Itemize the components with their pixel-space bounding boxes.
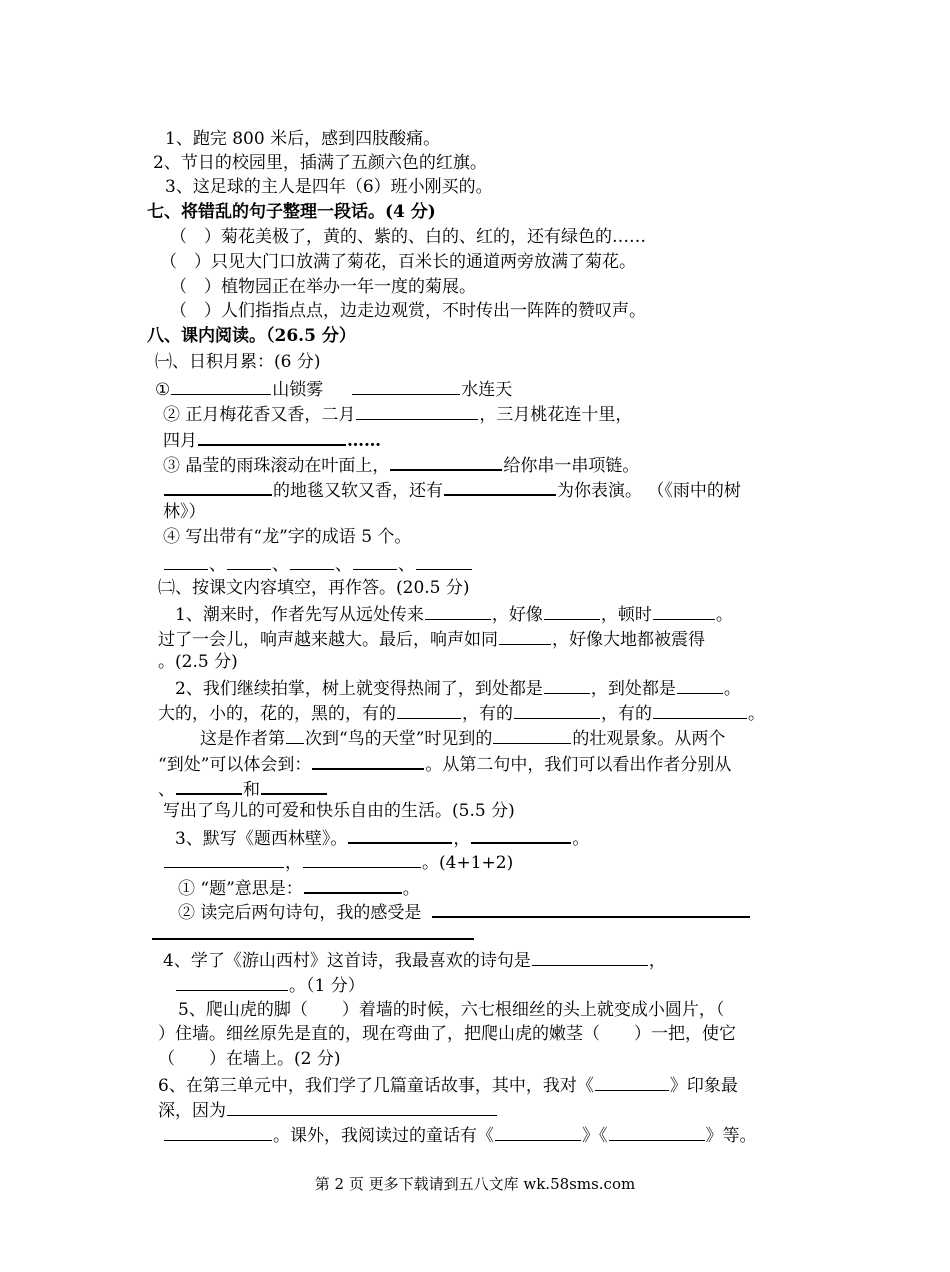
blank[interactable] <box>677 675 723 694</box>
p1-line-2: 过了一会儿，响声越来越大。最后，响声如同 ，好像大地都被震得 <box>158 626 705 652</box>
q1-line: ① 山锁雾 水连天 <box>155 376 512 402</box>
blank[interactable] <box>348 824 452 844</box>
blank[interactable] <box>432 898 750 918</box>
p2-line-3: 这是作者第 次到“鸟的天堂”时见到的 的壮观景象。从两个 <box>200 725 725 751</box>
blank[interactable] <box>176 775 242 795</box>
reorder-item-3: （ ）植物园正在举办一年一度的菊展。 <box>170 277 476 297</box>
blank[interactable] <box>444 476 556 496</box>
q3-line-1: ③ 晶莹的雨珠滚动在叶面上， 给你串一串项链。 <box>163 451 639 478</box>
sentence-item-2: 2、节日的校园里，插满了五颜六色的红旗。 <box>153 153 487 173</box>
blank[interactable] <box>312 750 424 770</box>
blank[interactable] <box>176 972 288 991</box>
p3-line-4: ② 读完后两句诗句，我的感受是 <box>178 898 751 925</box>
p5-line-1: 5、爬山虎的脚（ ）着墙的时候，六七根细丝的头上就变成小圆片，（ <box>178 1000 725 1020</box>
reorder-item-2: （ ）只见大门口放满了菊花，百米长的通道两旁放满了菊花。 <box>160 252 636 272</box>
p2-line-1: 2、我们继续拍掌，树上就变得热闹了，到处都是 ，到处都是 。 <box>175 675 741 701</box>
p6-line-2: 深，因为 <box>158 1097 498 1123</box>
section-7-title: 七、将错乱的句子整理一段话。(4 分) <box>147 202 436 222</box>
blank[interactable] <box>198 426 346 446</box>
blank[interactable] <box>303 849 421 868</box>
blank[interactable] <box>352 376 460 395</box>
q2-line-1: ② 正月梅花香又香，二月 ，三月桃花连十里， <box>163 401 632 427</box>
section-8-title: 八、课内阅读。（26.5 分） <box>147 326 356 346</box>
p2-line-6: 写出了鸟儿的可爱和快乐自由的生活。(5.5 分) <box>163 801 515 821</box>
blank[interactable] <box>397 700 461 719</box>
p6-line-3: 。课外，我阅读过的童话有《 》《 》等。 <box>163 1122 757 1148</box>
blank[interactable] <box>390 451 502 471</box>
blank[interactable] <box>544 675 590 694</box>
blank[interactable] <box>499 626 551 645</box>
p3-line-1: 3、默写《题西林壁》。 ， 。 <box>175 824 589 851</box>
p5-line-3: （ ）在墙上。(2 分) <box>158 1049 341 1069</box>
blank[interactable] <box>514 700 600 719</box>
q4-line: ④ 写出带有“龙”字的成语 5 个。 <box>163 527 412 547</box>
p3-line-3: ① “题”意思是： 。 <box>178 874 420 901</box>
page-footer: 第 2 页 更多下载请到五八文库 wk.58sms.com <box>314 1175 636 1193</box>
blank[interactable] <box>532 947 648 966</box>
blank[interactable] <box>416 551 472 570</box>
p6-line-1: 6、在第三单元中，我们学了几篇童话故事，其中，我对《 》印象最 <box>158 1072 738 1098</box>
part-2-title: ㈡、按课文内容填空，再作答。(20.5 分) <box>158 578 470 598</box>
p1-line-1: 1、潮来时，作者先写从远处传来 ，好像 ，顿时 。 <box>175 601 733 627</box>
blank[interactable] <box>290 551 334 570</box>
blank[interactable] <box>227 551 271 570</box>
p3-line-2: ， 。(4+1+2) <box>163 849 513 875</box>
blank[interactable] <box>425 601 491 620</box>
sentence-item-1: 1、跑完 800 米后，感到四肢酸痛。 <box>165 129 441 149</box>
blank[interactable] <box>653 700 747 719</box>
reorder-item-4: （ ）人们指指点点，边走边观赏，不时传出一阵阵的赞叹声。 <box>170 301 646 321</box>
p4-line-2: 。（1 分） <box>175 972 365 998</box>
p4-line-1: 4、学了《游山西村》这首诗，我最喜欢的诗句是 ， <box>163 947 666 973</box>
blank[interactable] <box>164 849 284 868</box>
q3-line-3: 林》） <box>163 502 206 522</box>
blank[interactable] <box>261 775 327 795</box>
p2-line-4: “到处”可以体会到： 。从第二句中，我们可以看出作者分别从 <box>158 750 731 777</box>
reorder-item-1: （ ）菊花美极了，黄的、紫的、白的、红的，还有绿色的…… <box>170 227 646 247</box>
p5-line-2: ）住墙。细丝原先是直的，现在弯曲了，把爬山虎的嫩茎（ ）一把，使它 <box>158 1024 736 1044</box>
blank[interactable] <box>356 401 478 420</box>
blank[interactable] <box>164 1122 272 1141</box>
p1-line-3: 。(2.5 分) <box>158 652 238 672</box>
p2-line-2: 大的，小的，花的，黑的，有的 ，有的 ，有的 。 <box>158 700 765 726</box>
sentence-item-3: 3、这足球的主人是四年（6）班小刚买的。 <box>165 177 493 197</box>
blank[interactable] <box>609 1122 705 1141</box>
q4-blanks: 、 、 、 、 <box>163 551 473 577</box>
blank[interactable] <box>495 1122 581 1141</box>
q2-line-2: 四月 …… <box>163 426 381 453</box>
blank[interactable] <box>164 551 208 570</box>
blank[interactable] <box>544 601 600 620</box>
blank[interactable] <box>471 824 571 844</box>
p2-line-5: 、 和 <box>158 775 328 802</box>
blank[interactable] <box>595 1072 669 1091</box>
blank[interactable] <box>304 874 402 894</box>
blank[interactable] <box>653 601 715 620</box>
blank[interactable] <box>227 1097 497 1116</box>
q3-line-2: 的地毯又软又香，还有 为你表演。 （《雨中的树 <box>163 476 741 503</box>
blank[interactable] <box>493 725 571 744</box>
blank[interactable] <box>286 725 304 744</box>
blank[interactable] <box>164 476 272 496</box>
blank[interactable] <box>171 376 271 395</box>
answer-line[interactable] <box>152 938 474 940</box>
blank[interactable] <box>353 551 397 570</box>
part-1-title: ㈠、日积月累：(6 分) <box>155 352 321 372</box>
